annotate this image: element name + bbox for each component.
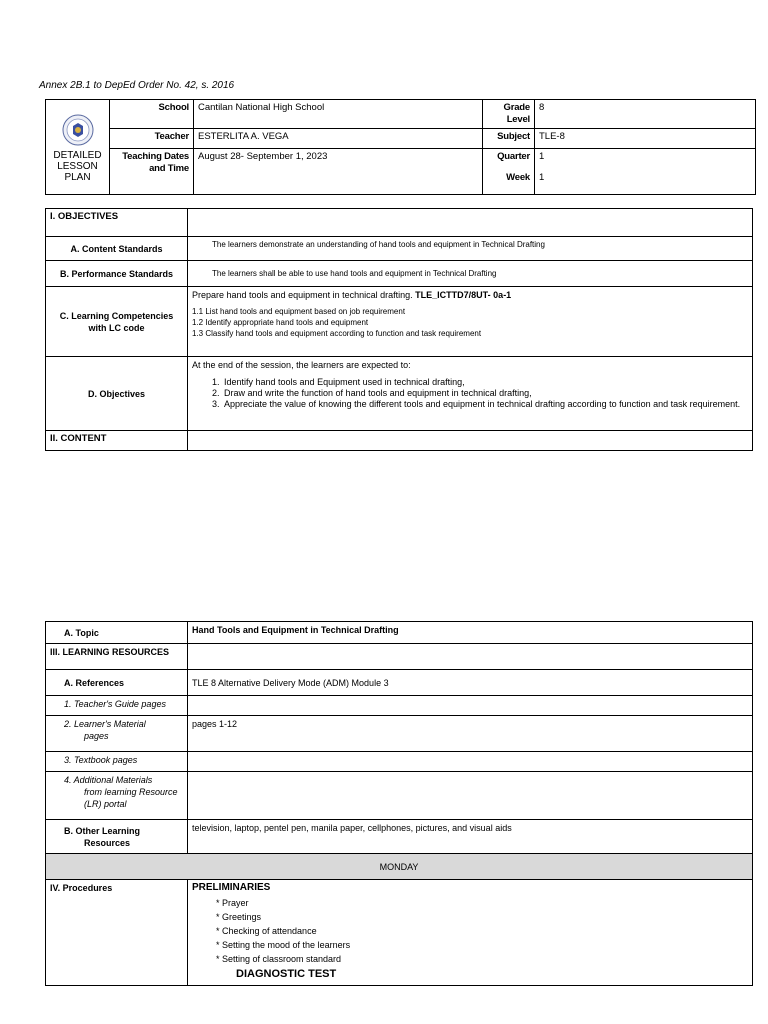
objective-item: 1. Identify hand tools and Equipment used in technical drafting, <box>222 377 748 388</box>
preliminary-item: * Setting of classroom standard <box>216 954 342 964</box>
day-banner: MONDAY <box>46 854 753 880</box>
preliminary-item: * Checking of attendance <box>216 926 317 936</box>
deped-seal-icon <box>62 114 94 146</box>
preliminaries-title: PRELIMINARIES <box>192 882 271 893</box>
objectives-section-blank <box>188 209 753 237</box>
school-value: Cantilan National High School <box>194 100 483 129</box>
other-resources-label <box>46 820 188 854</box>
week-label: Week <box>506 172 530 183</box>
quarter-value: 1 <box>539 151 545 162</box>
plan-title-line1: DETAILED <box>53 149 102 161</box>
objectives-list <box>192 377 748 410</box>
competency-item: 1.3 Classify hand tools and equipment according to function and task requirement <box>192 329 482 338</box>
teaching-dates-label <box>110 149 194 195</box>
learners-material-label-line1: 2. Learner's Material <box>64 719 146 729</box>
teaching-dates-label-line1: Teaching Dates <box>122 151 189 162</box>
competency-main: Prepare hand tools and equipment in technical drafting. <box>192 290 413 300</box>
objectives-section-title: I. OBJECTIVES <box>46 209 188 237</box>
additional-materials-label-line1: 4. Additional Materials <box>64 775 153 785</box>
topic-label: A. Topic <box>46 622 188 644</box>
additional-materials-value <box>188 772 753 820</box>
learners-material-label-line2: pages <box>84 731 109 741</box>
content-section-title: II. CONTENT <box>46 431 188 451</box>
learning-competencies-label-line1: C. Learning Competencies <box>59 310 174 321</box>
additional-materials-label-line2: from learning Resource <box>84 787 178 797</box>
references-value: TLE 8 Alternative Delivery Mode (ADM) Module 3 <box>188 670 753 696</box>
objective-item: 3. Appreciate the value of knowing the different tools and equipment in technical drafting according to function and task requirement. <box>222 399 748 410</box>
competency-code: TLE_ICTTD7/8UT- 0a-1 <box>415 290 512 300</box>
annex-reference: Annex 2B.1 to DepEd Order No. 42, s. 2016 <box>39 80 235 91</box>
references-label: A. References <box>46 670 188 696</box>
learning-resources-title: III. LEARNING RESOURCES <box>46 644 188 670</box>
content-standards-value: The learners demonstrate an understanding of hand tools and equipment in Technical Drafting <box>188 237 753 261</box>
diagnostic-test-title: DIAGNOSTIC TEST <box>236 968 337 980</box>
teachers-guide-value <box>188 696 753 716</box>
learning-competencies-label <box>46 287 188 357</box>
school-label: School <box>110 100 194 129</box>
learning-competencies-label-line2: with LC code <box>88 322 145 333</box>
content-standards-label: A. Content Standards <box>46 237 188 261</box>
procedures-value <box>188 880 753 986</box>
subject-value: TLE-8 <box>535 129 756 149</box>
other-resources-label-line2: Resources <box>84 837 131 848</box>
quarter-week-labels <box>483 149 535 195</box>
plan-title-line2: LESSON <box>57 160 98 172</box>
teaching-dates-label-line2: and Time <box>149 163 189 174</box>
competency-item: 1.1 List hand tools and equipment based on job requirement <box>192 307 406 316</box>
learning-competencies-value <box>188 287 753 357</box>
preliminary-item: * Prayer <box>216 898 249 908</box>
grade-level-label: Grade Level <box>483 100 535 129</box>
topic-value: Hand Tools and Equipment in Technical Drafting <box>188 622 753 644</box>
quarter-label: Quarter <box>497 151 530 162</box>
other-resources-value: television, laptop, pentel pen, manila paper, cellphones, pictures, and visual aids <box>188 820 753 854</box>
textbook-value <box>188 752 753 772</box>
teacher-value: ESTERLITA A. VEGA <box>194 129 483 149</box>
subject-label: Subject <box>483 129 535 149</box>
performance-standards-value: The learners shall be able to use hand tools and equipment in Technical Drafting <box>188 261 753 287</box>
objectives-label: D. Objectives <box>46 357 188 431</box>
preliminary-item: * Setting the mood of the learners <box>216 940 351 950</box>
preliminary-item: * Greetings <box>216 912 262 922</box>
performance-standards-label: B. Performance Standards <box>46 261 188 287</box>
objectives-value <box>188 357 753 431</box>
additional-materials-label <box>46 772 188 820</box>
content-section-blank <box>188 431 753 451</box>
teacher-label: Teacher <box>110 129 194 149</box>
teaching-dates-value: August 28- September 1, 2023 <box>194 149 483 195</box>
objectives-table <box>45 208 753 451</box>
preliminaries-list <box>192 896 748 966</box>
competency-statement <box>192 289 748 301</box>
other-resources-label-line1: B. Other Learning <box>64 825 141 836</box>
plan-title-line3: PLAN <box>64 171 91 183</box>
deped-logo-cell <box>46 100 110 195</box>
objective-item: 2. Draw and write the function of hand tools and equipment in technical drafting, <box>222 388 748 399</box>
additional-materials-label-line3: (LR) portal <box>84 799 127 809</box>
learners-material-label <box>46 716 188 752</box>
competency-item: 1.2 Identify appropriate hand tools and equipment <box>192 318 369 327</box>
teachers-guide-label: 1. Teacher's Guide pages <box>46 696 188 716</box>
lesson-plan-header-table <box>45 99 756 195</box>
learning-resources-blank <box>188 644 753 670</box>
grade-level-value: 8 <box>535 100 756 129</box>
objectives-intro: At the end of the session, the learners are expected to: <box>192 360 411 370</box>
week-value: 1 <box>539 172 545 183</box>
learning-resources-table <box>45 621 753 986</box>
quarter-week-values <box>535 149 756 195</box>
learners-material-value: pages 1-12 <box>188 716 753 752</box>
textbook-label: 3. Textbook pages <box>46 752 188 772</box>
procedures-label: IV. Procedures <box>46 880 188 986</box>
